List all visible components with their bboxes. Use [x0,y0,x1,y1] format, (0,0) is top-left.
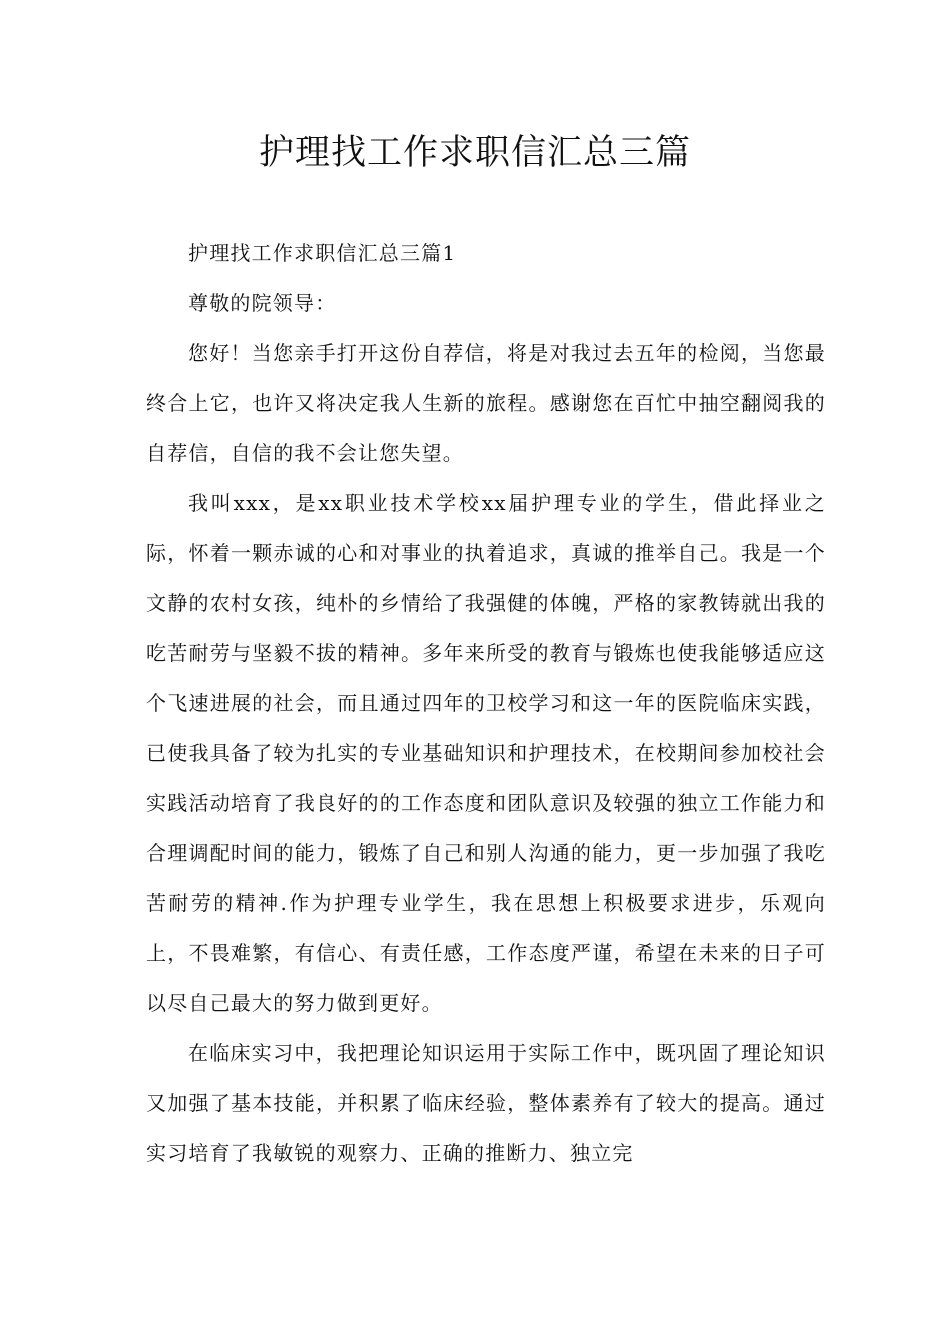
document-body [146,228,826,1178]
salutation: 尊敬的院领导： [188,291,337,315]
paragraph-introduction: 我叫xxx，是xx职业技术学校xx届护理专业的学生，借此择业之际，怀着一颗赤诚的心和对事业的执着追求，真诚的推举自己。我是一个文静的农村女孩，纯朴的乡情给了我强健的体魄，严格的家教铸就出我的吃苦耐劳与坚毅不拔的精神。多年来所受的教育与锻炼也使我能够适应这个飞速进展的社会，而且通过四年的卫校学习和这一年的医院临床实践，已使我具备了较为扎实的专业基础知识和护理技术，在校期间参加校社会实践活动培育了我良好的的工作态度和团队意识及较强的独立工作能力和合理调配时间的能力，锻炼了自己和别人沟通的能力，更一步加强了我吃苦耐劳的精神.作为护理专业学生，我在思想上积极要求进步，乐观向上，不畏难繁，有信心、有责任感，工作态度严谨，希望在未来的日子可以尽自己最大的努力做到更好。 [146,491,826,1015]
document-title: 护理找工作求职信汇总三篇 [258,133,691,173]
section-heading: 护理找工作求职信汇总三篇1 [188,241,457,265]
paragraph-greeting: 您好！当您亲手打开这份自荐信，将是对我过去五年的检阅，当您最终合上它，也许又将决定我人生新的旅程。感谢您在百忙中抽空翻阅我的自荐信，自信的我不会让您失望。 [146,341,826,465]
paragraph-clinical-practice: 在临床实习中，我把理论知识运用于实际工作中，既巩固了理论知识又加强了基本技能，并积累了临床经验，整体素养有了较大的提高。通过实习培育了我敏锐的观察力、正确的推断力、独立完 [146,1041,826,1165]
